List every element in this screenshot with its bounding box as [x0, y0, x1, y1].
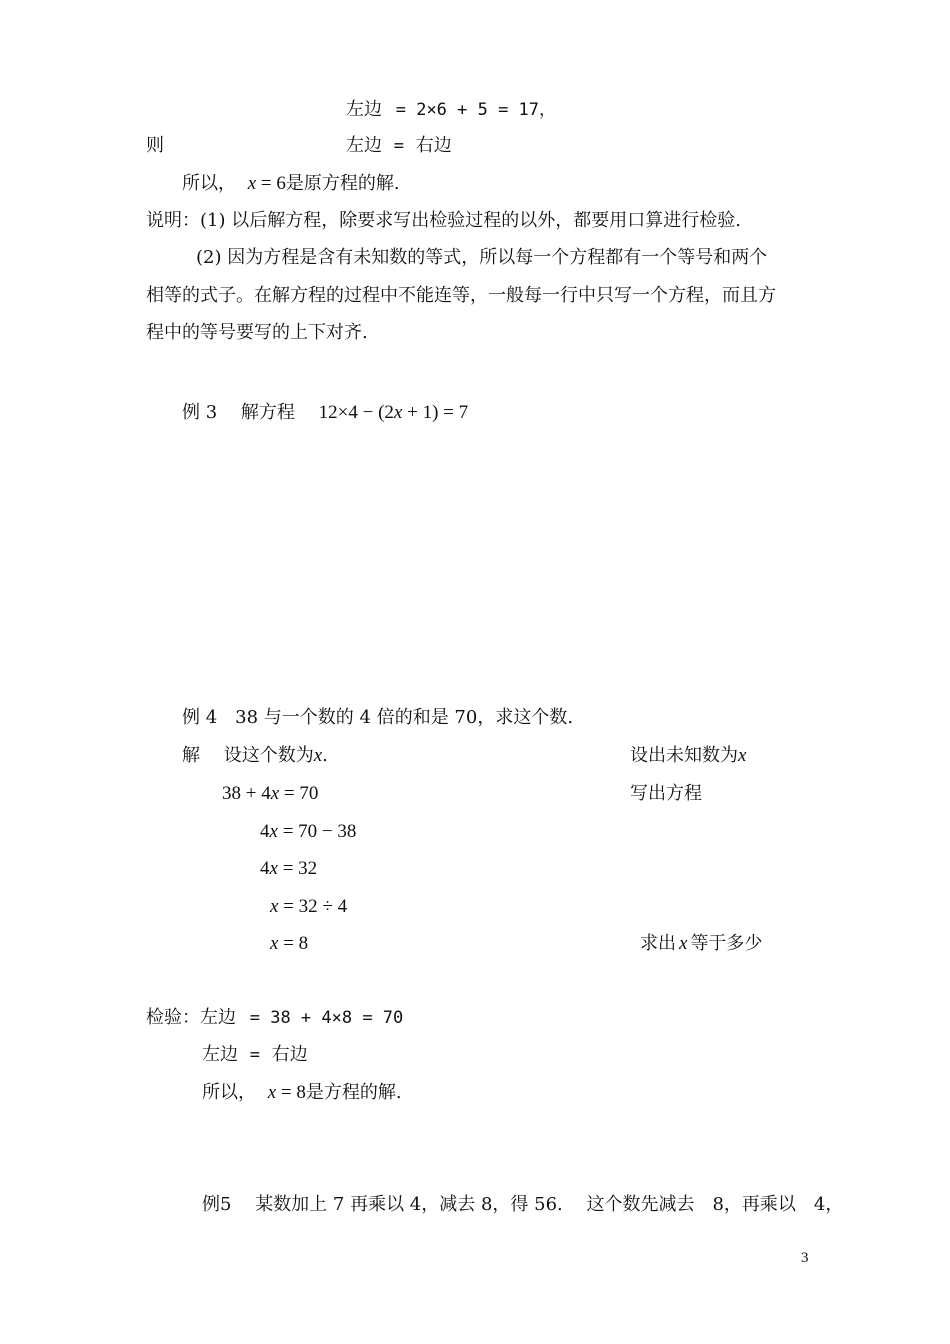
left-equals-right-line: [346, 134, 452, 158]
example-5: 例5 某数加上 7 再乘以 4，减去 8，得 56. 这个数先减去 8，再乘以 4，: [202, 1194, 844, 1215]
page-number: 3: [801, 1250, 809, 1266]
example-3-text: 解方程: [240, 402, 295, 423]
check-eq-sign: =: [249, 1045, 260, 1065]
check-left-line: [346, 98, 556, 122]
solve-label: 解: [182, 745, 200, 766]
eq-sign: =: [393, 136, 404, 156]
note-2-line-3: 程中的等号要写的上下对齐.: [146, 322, 368, 343]
left-side-label: 左边: [346, 99, 382, 120]
solve-line: [182, 744, 328, 768]
conclusion-line-1: [182, 172, 400, 196]
comment-3-suffix: 等于多少: [690, 933, 763, 954]
comment-3-var: x: [679, 933, 688, 954]
example-3-label: 例 3: [182, 402, 218, 423]
check-left-label: 左边: [200, 1007, 236, 1028]
note-2-line-2: 相等的式子。在解方程的过程中不能连等，一般每一行中只写一个方程，而且方: [146, 285, 776, 306]
left-side-expression: = 2×6 + 5 = 17，: [395, 100, 557, 120]
note-2-line-1: (2) 因为方程是含有未知数的等式，所以每一个方程都有一个等号和两个: [196, 247, 768, 268]
conclusion-prefix: 所以，: [182, 173, 236, 194]
check-label: 检验：: [146, 1007, 200, 1028]
conclusion-suffix: 是原方程的解.: [285, 173, 400, 194]
let-text: 设这个数为: [223, 745, 314, 766]
conclusion-math: x = 6: [247, 173, 286, 194]
example-3: [182, 401, 468, 425]
comment-2: 写出方程: [630, 783, 702, 804]
note-1: 说明：(1) 以后解方程，除要求写出检验过程的以外，都要用口算进行检验.: [146, 210, 741, 231]
step-1: 38 + 4x = 70: [222, 783, 319, 804]
let-var: x: [313, 745, 323, 766]
comment-3: [640, 932, 762, 956]
step-3: 4x = 32: [260, 858, 318, 879]
eq-left-label: 左边: [346, 135, 382, 156]
example-4-title: 例 4 38 与一个数的 4 倍的和是 70，求这个数.: [182, 707, 574, 728]
check-line: [146, 1006, 403, 1030]
step-2: 4x = 70 − 38: [260, 821, 357, 842]
step-5: x = 8: [270, 933, 309, 954]
example-3-equation: 12×4 − (2x + 1) = 7: [318, 402, 469, 423]
comment-1-text: 设出未知数为: [630, 745, 738, 766]
eq-right-label: 右边: [415, 135, 452, 156]
check-eq-right: 右边: [271, 1044, 308, 1065]
comment-1-var: x: [738, 745, 747, 766]
comment-3-prefix: 求出: [640, 933, 676, 954]
step-4: x = 32 ÷ 4: [270, 896, 348, 917]
comment-1: [630, 744, 746, 768]
then-label: 则: [146, 135, 164, 156]
conclusion-line-2: [202, 1081, 402, 1105]
conclusion-2-prefix: 所以，: [202, 1082, 256, 1103]
conclusion-2-suffix: 是方程的解.: [305, 1082, 402, 1103]
check-expression: = 38 + 4×8 = 70: [249, 1008, 404, 1028]
conclusion-2-math: x = 8: [267, 1082, 306, 1103]
check-eq-left: 左边: [202, 1044, 238, 1065]
check-equality-line: [202, 1043, 308, 1067]
let-end: .: [322, 745, 328, 766]
